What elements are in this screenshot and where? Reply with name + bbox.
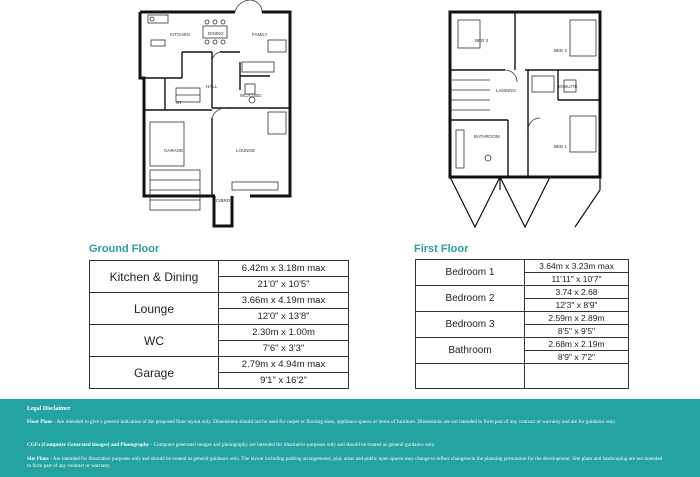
plan-label-bathroom: BATHROOM [474,134,500,139]
plan-label-hall: HALL [206,84,218,89]
room-imperial: 12'0" x 13'8" [219,309,349,325]
room-name: Kitchen & Dining [90,261,219,293]
disclaimer-cgi [27,442,667,449]
plan-label-store: ST [176,100,182,105]
table-row [90,357,349,373]
legal-disclaimer [0,399,700,477]
disclaimer-site-plans [27,456,667,470]
empty-cell [416,364,525,389]
first-floor-plan [440,0,615,232]
room-metric: 6.42m x 3.18m max [219,261,349,277]
table-row-empty [416,364,629,389]
first-floor-title: First Floor [414,243,469,255]
room-metric: 2.30m x 1.00m [219,325,349,341]
ground-floor-title: Ground Floor [89,243,160,255]
plan-label-dining: DINING [208,31,224,36]
disclaimer-site-plans-label: Site Plans [27,456,49,462]
plan-label-garage: GARAGE [164,148,184,153]
disclaimer-title: Legal Disclaimer [27,406,71,412]
room-name: Garage [90,357,219,389]
plan-label-landing: LANDING [496,88,517,93]
first-floor-plan-drawing [440,0,615,232]
room-imperial: 8'5" x 9'5" [525,325,629,338]
table-row [416,312,629,325]
first-floor-dimensions-table [415,259,629,389]
plan-label-wc: WC/CUBD [240,93,262,98]
room-metric: 3.66m x 4.19m max [219,293,349,309]
disclaimer-floor-plans-label: Floor Plans [27,419,53,425]
disclaimer-cgi-text: - Computer generated images and photography are intended for illustrative purposes only and should be treated as general guidance only. [149,442,436,448]
table-row [90,261,349,277]
room-name: WC [90,325,219,357]
room-imperial: 11'11" x 10'7" [525,273,629,286]
room-imperial: 7'6" x 3'3" [219,341,349,357]
ground-floor-dimensions-table [89,260,349,389]
plan-label-bed3: BED 3 [475,38,489,43]
room-imperial: 9'1" x 16'2" [219,373,349,389]
disclaimer-floor-plans [27,419,667,426]
disclaimer-site-plans-text: - Are intended for illustrative purposes only and should be treated as general guidance only. The layout including parking arrangements, play areas and public open spaces may change to reflect changeswin the planning permission for the development. Site plans and landscaping are not intended to form part of any contract or warranty. [27,456,663,469]
disclaimer-cgi-label: CGI's (Computer Generated Images) and Photography [27,442,150,448]
ground-floor-plan [120,0,335,232]
plan-label-porch: C/BRD [216,198,231,203]
plan-label-bed1: BED 1 [554,144,568,149]
empty-cell [525,364,629,389]
room-imperial: 12'3" x 8'9" [525,299,629,312]
plan-label-family: FAMILY [252,32,268,37]
room-metric: 2.68m x 2.19m [525,338,629,351]
plan-label-lounge: LOUNGE [236,148,256,153]
table-row [416,260,629,273]
room-name: Lounge [90,293,219,325]
room-metric: 3.64m x 3.23m max [525,260,629,273]
plan-label-bed2: BED 2 [554,48,568,53]
room-name: Bedroom 1 [416,260,525,286]
room-imperial: 21'0" x 10'5" [219,277,349,293]
room-metric: 2.59m x 2.89m [525,312,629,325]
plan-label-ensuite: ENSUITE [558,84,578,89]
table-row [90,293,349,309]
ground-floor-plan-drawing [120,0,335,232]
plan-label-kitchen: KITCHEN [170,32,190,37]
table-row [416,338,629,351]
room-metric: 2.79m x 4.94m max [219,357,349,373]
room-name: Bedroom 2 [416,286,525,312]
room-name: Bathroom [416,338,525,364]
table-row [416,286,629,299]
room-name: Bedroom 3 [416,312,525,338]
disclaimer-floor-plans-text: - Are intended to give a general indication of the proposed floor layout only. Dimensions should not be used for carpet or flooring sizes, appliance spaces or items of furniture. Dimensions are not intended to form part of any contract or warranty and are for guidance only. [52,419,617,425]
room-imperial: 8'9" x 7'2" [525,351,629,364]
room-metric: 3.74 x 2.68 [525,286,629,299]
table-row [90,325,349,341]
